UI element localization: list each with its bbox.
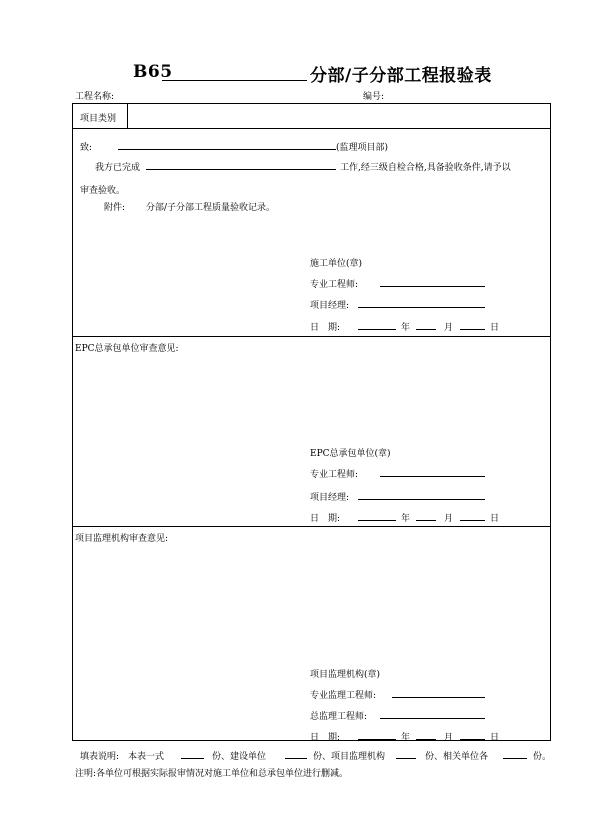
contractor-engineer-field[interactable]: [380, 286, 485, 287]
supervision-month-field[interactable]: [416, 739, 436, 740]
copies-owner-field[interactable]: [285, 758, 307, 759]
project-name-label: 工程名称:: [75, 92, 115, 102]
epc-engineer-field[interactable]: [380, 476, 485, 477]
contractor-day-field[interactable]: [460, 329, 485, 330]
copies-related-field[interactable]: [503, 758, 527, 759]
contractor-date-label: 日 期:: [310, 323, 341, 333]
completed-work-field[interactable]: [146, 169, 336, 170]
attachment-text: 分部/子分部工程质量验收记录。: [146, 203, 276, 213]
fill-instructions-c: 份、相关单位各: [425, 752, 489, 762]
epc-year-label: 年: [401, 514, 411, 524]
contractor-day-label: 日: [490, 323, 500, 333]
supervision-date-label: 日 期:: [310, 733, 341, 743]
epc-manager-field[interactable]: [358, 499, 485, 500]
contractor-month-label: 月: [444, 323, 454, 333]
epc-month-label: 月: [444, 514, 454, 524]
copies-total-field[interactable]: [181, 758, 204, 759]
supervision-month-label: 月: [444, 733, 454, 743]
supervision-day-field[interactable]: [460, 739, 485, 740]
epc-month-field[interactable]: [416, 520, 436, 521]
contractor-engineer-label: 专业工程师:: [310, 280, 359, 290]
review-request-text: 审查验收。: [80, 186, 126, 196]
contractor-manager-label: 项目经理:: [310, 301, 350, 311]
epc-date-label: 日 期:: [310, 514, 341, 524]
to-field[interactable]: [118, 149, 336, 150]
chief-supervisor-label: 总监理工程师:: [310, 712, 368, 722]
contractor-manager-field[interactable]: [358, 307, 485, 308]
row-divider-2: [72, 336, 551, 337]
supervision-year-field[interactable]: [358, 739, 396, 740]
epc-review-heading: EPC总承包单位审查意见:: [75, 344, 179, 354]
attachment-label: 附件:: [104, 203, 126, 213]
fill-instructions-prefix: 填表说明: 本表一式: [80, 752, 165, 762]
supervision-seal-label: 项目监理机构(章): [310, 670, 381, 680]
epc-day-label: 日: [490, 514, 500, 524]
epc-seal-label: EPC总承包单位(章): [310, 449, 391, 459]
form-code: B65: [133, 62, 173, 82]
completed-suffix: 工作,经三级自检合格,具备验收条件,请予以: [340, 163, 511, 173]
row-divider-1: [72, 128, 551, 129]
contractor-seal-label: 施工单位(章): [310, 259, 363, 269]
contractor-month-field[interactable]: [416, 329, 436, 330]
project-type-label: 项目类别: [80, 114, 117, 124]
fill-instructions-a: 份、建设单位: [212, 752, 267, 762]
project-type-divider: [127, 103, 128, 128]
supervision-engineer-label: 专业监理工程师:: [310, 691, 377, 701]
epc-manager-label: 项目经理:: [310, 493, 350, 503]
footer-note: 注明:各单位可根据实际报审情况对施工单位和总承包单位进行删减。: [75, 769, 349, 779]
supervision-year-label: 年: [401, 733, 411, 743]
epc-year-field[interactable]: [358, 520, 396, 521]
contractor-year-label: 年: [401, 323, 411, 333]
supervision-review-comments[interactable]: [75, 546, 545, 656]
to-label: 致:: [80, 143, 93, 153]
project-type-field[interactable]: [130, 105, 548, 126]
row-divider-3: [72, 526, 551, 527]
supervision-engineer-field[interactable]: [392, 697, 485, 698]
chief-supervisor-field[interactable]: [380, 718, 485, 719]
supervision-day-label: 日: [490, 733, 500, 743]
fill-instructions-d: 份。: [533, 752, 552, 762]
form-title: 分部/子分部工程报验表: [310, 66, 492, 86]
to-suffix: (监理项目部): [336, 143, 389, 153]
epc-day-field[interactable]: [460, 520, 485, 521]
title-blank-line: [162, 80, 307, 81]
supervision-review-heading: 项目监理机构审查意见:: [75, 534, 169, 544]
copies-supervision-field[interactable]: [396, 758, 416, 759]
epc-review-comments[interactable]: [75, 356, 545, 436]
fill-instructions-b: 份、项目监理机构: [313, 752, 386, 762]
serial-number-label: 编号:: [363, 92, 385, 102]
completed-prefix: 我方已完成: [95, 163, 141, 173]
epc-engineer-label: 专业工程师:: [310, 470, 359, 480]
contractor-year-field[interactable]: [358, 329, 396, 330]
